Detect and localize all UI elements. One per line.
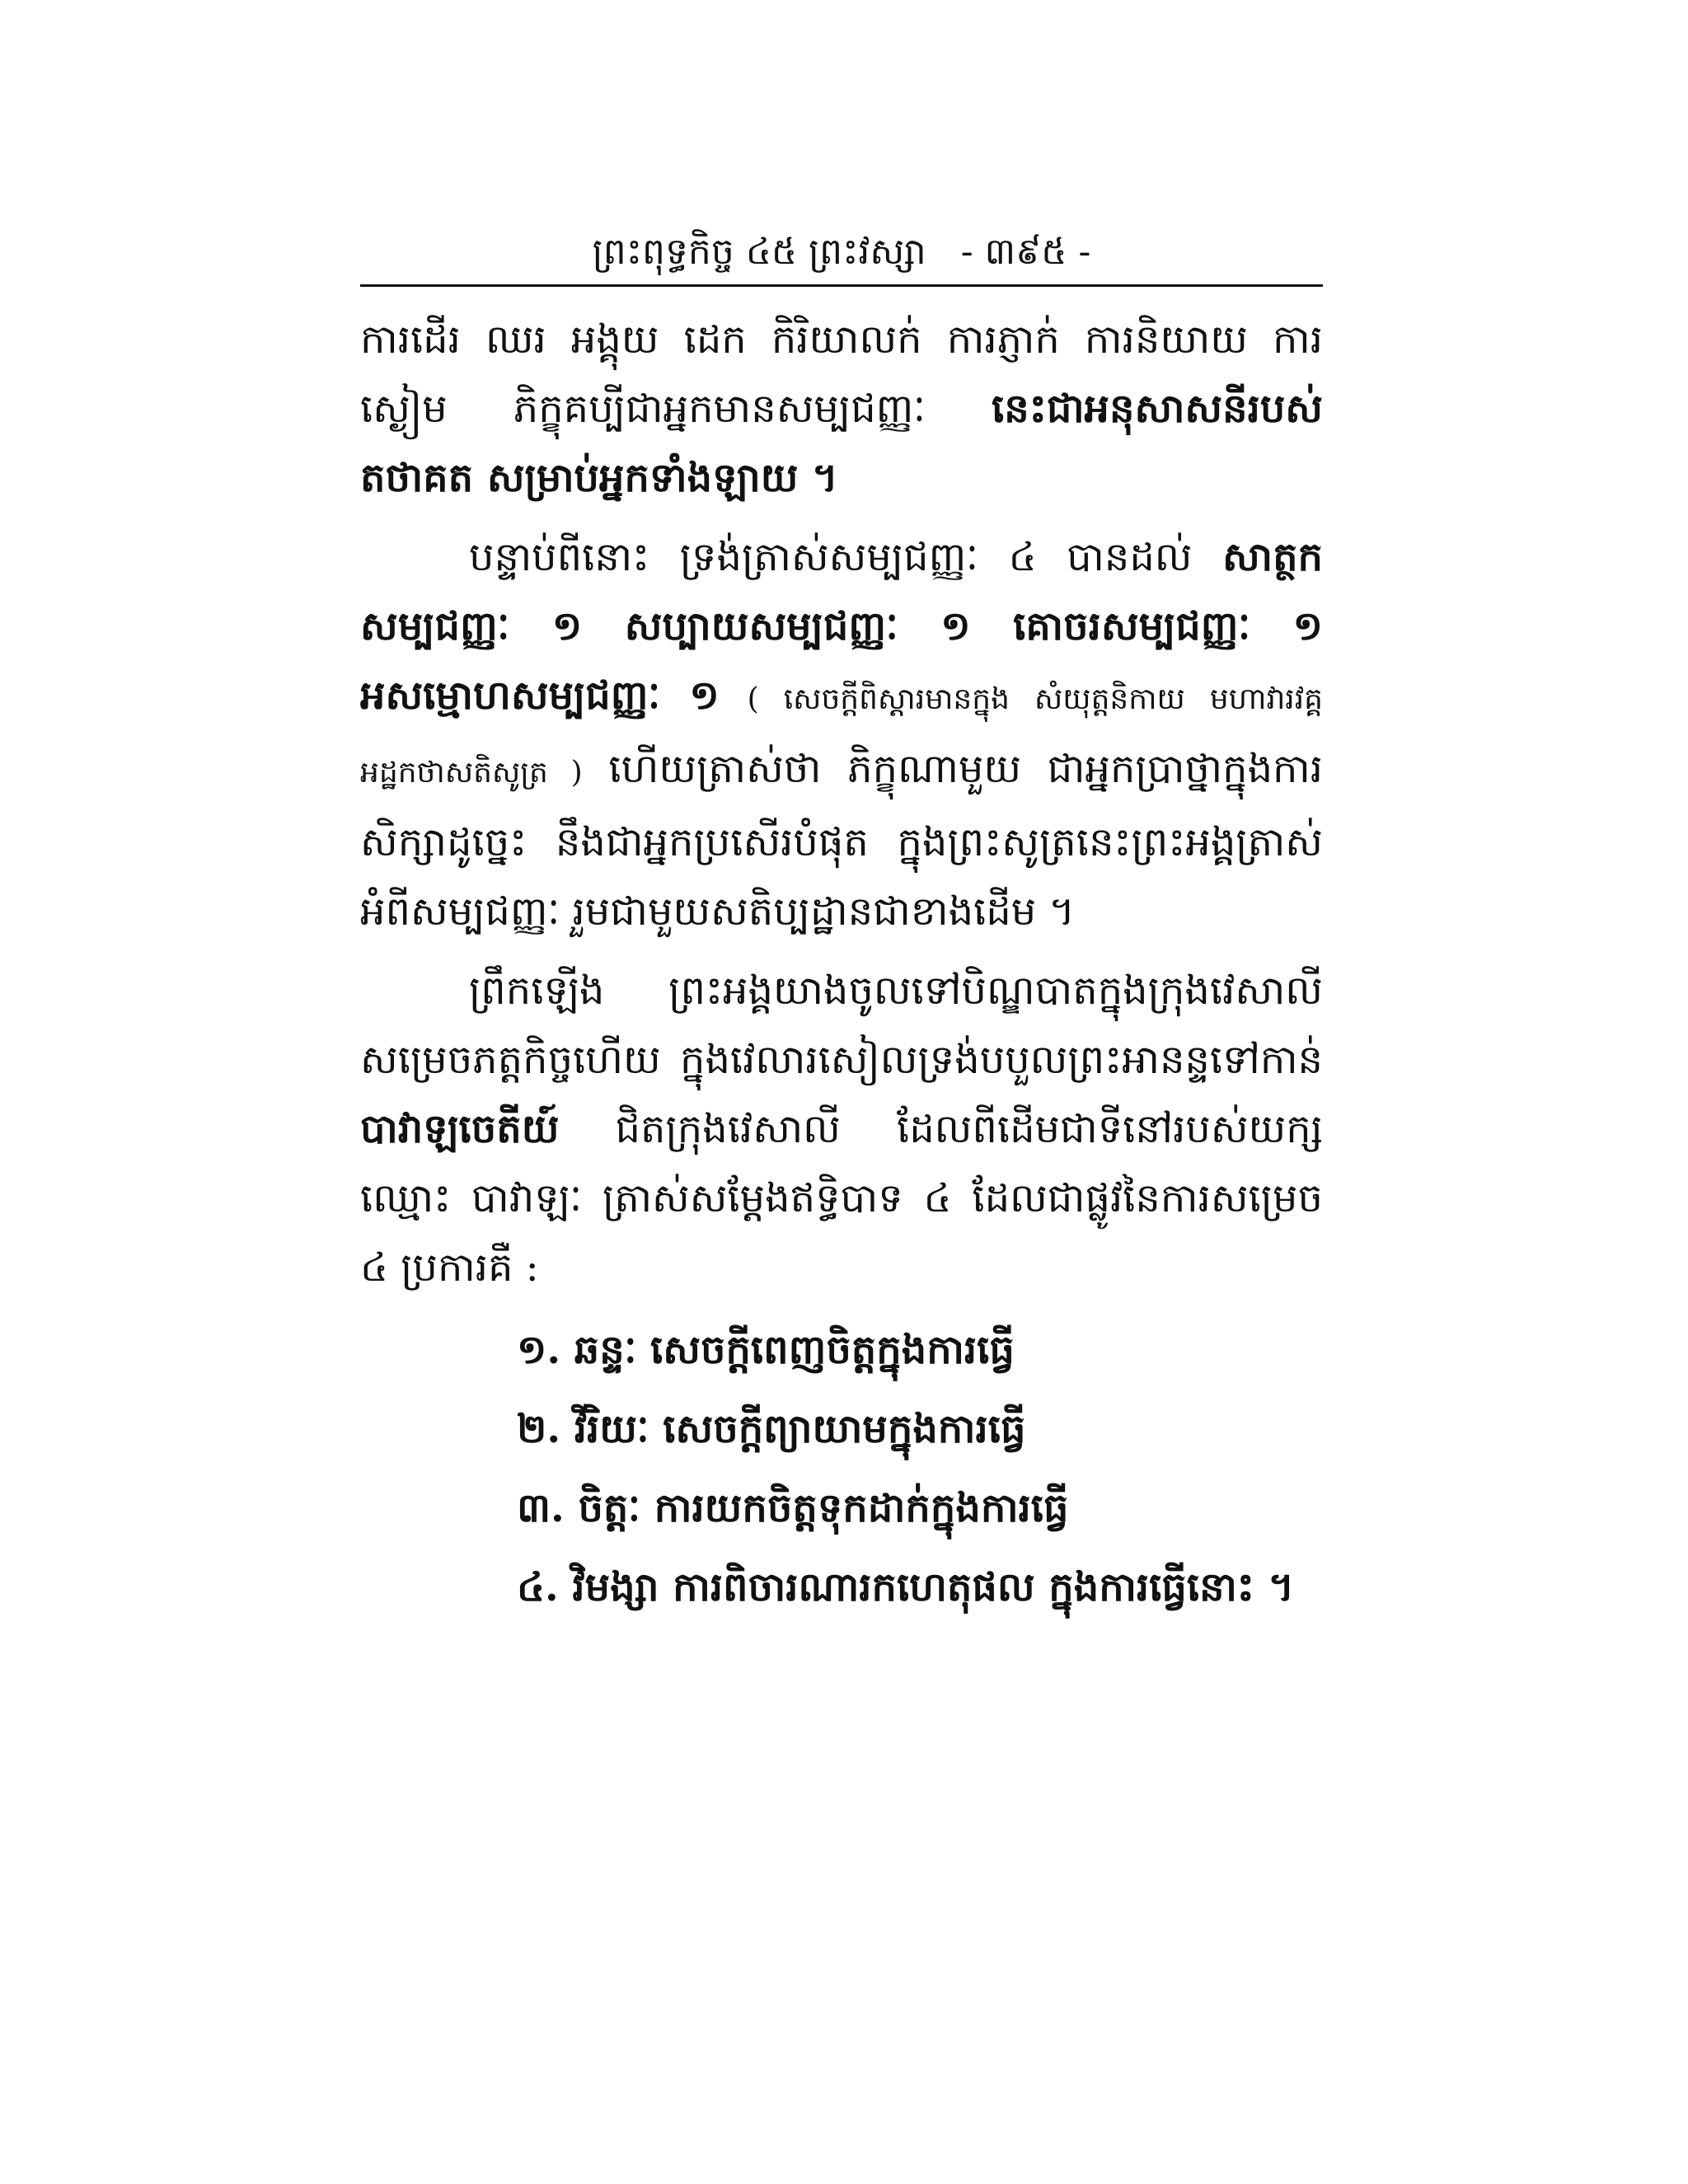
paragraph-2-intro: បន្ទាប់ពីនោះ ទ្រង់ត្រាស់សម្បជញ្ញៈ ៤ បានដល់ bbox=[469, 534, 1193, 580]
paragraph-1 bbox=[360, 305, 1323, 513]
book-title: ព្រះពុទ្ធកិច្ច ៤៥ ព្រះវស្សា bbox=[592, 231, 926, 273]
paragraph-3-emphasis: បាវាឡចេតីយ៍ bbox=[360, 1106, 560, 1152]
page-number: - ៣៩៥ - bbox=[960, 231, 1091, 273]
paragraph-2-reference-note: ( សេចក្តីពិស្តារមានក្នុង សំយុត្តនិកាយ មហាវារវគ្គ អដ្ឋកថាសតិសូត្រ ) bbox=[360, 682, 1324, 790]
paragraph-1-emphasis: នេះជាអនុសាសនីរបស់តថាគត សម្រាប់អ្នកទាំងឡាយ ។ bbox=[360, 386, 1323, 501]
paragraph-2 bbox=[360, 523, 1323, 946]
iddhipada-list bbox=[360, 1310, 1323, 1627]
paragraph-1-text: ការដើរ ឈរ អង្គុយ ដេក កិរិយាលក់ ការភ្ញាក់ ការនិយាយ ការស្ងៀម ភិក្ខុគប្បីជាអ្នកមានសម្បជញ្ញៈ bbox=[360, 316, 1323, 432]
paragraph-3-text: ជិតក្រុងវេសាលី ដែលពីដើមជាទីនៅរបស់យក្សឈ្មោះ បាវាឡៈ ត្រាស់សម្តែងឥទ្ធិបាទ ៤ ដែលជាផ្លូវនៃការសម្រេច ៤ ប្រការគឺ : bbox=[360, 1106, 1323, 1291]
paragraph-3-intro: ព្រឹកឡើង ព្រះអង្គយាងចូលទៅបិណ្ឌបាតក្នុងក្រុងវេសាលី សម្រេចភត្តកិច្ចហើយ ក្នុងវេលារសៀលទ្រង់បបួលព្រះអានន្ទទៅកាន់ bbox=[360, 968, 1323, 1083]
list-item: ១. ឆន្ទៈ សេចក្តីពេញចិត្តក្នុងការធ្វើ bbox=[517, 1327, 1015, 1373]
list-item: ៤. វិមង្សា ការពិចារណារកហេតុផល ក្នុងការធ្វើនោះ ។ bbox=[517, 1564, 1295, 1610]
page-body bbox=[360, 305, 1323, 1627]
paragraph-2-emphasis: សាត្ថកសម្បជញ្ញៈ ១ សប្បាយសម្បជញ្ញៈ ១ គោចរសម្បជញ្ញៈ ១ អសម្មោហសម្បជញ្ញៈ ១ bbox=[360, 534, 1323, 719]
paragraph-3 bbox=[360, 956, 1323, 1302]
list-item: ២. វីរិយៈ សេចក្តីព្យាយាមក្នុងការធ្វើ bbox=[517, 1406, 1026, 1452]
page-header bbox=[360, 221, 1323, 287]
list-item: ៣. ចិត្តៈ ការយកចិត្តទុកដាក់ក្នុងការធ្វើ bbox=[517, 1485, 1069, 1531]
paragraph-2-text: ហើយត្រាស់ថា ភិក្ខុណាមួយ ជាអ្នកប្រាថ្នាក្នុងការសិក្សាដូច្នេះ នឹងជាអ្នកប្រសើរបំផុត ក្នុងព្រះសូត្រនេះព្រះអង្គត្រាស់អំពីសម្បជញ្ញៈ រួមជាមួយសតិប្បដ្ឋានជាខាងដើម ។ bbox=[360, 746, 1323, 935]
